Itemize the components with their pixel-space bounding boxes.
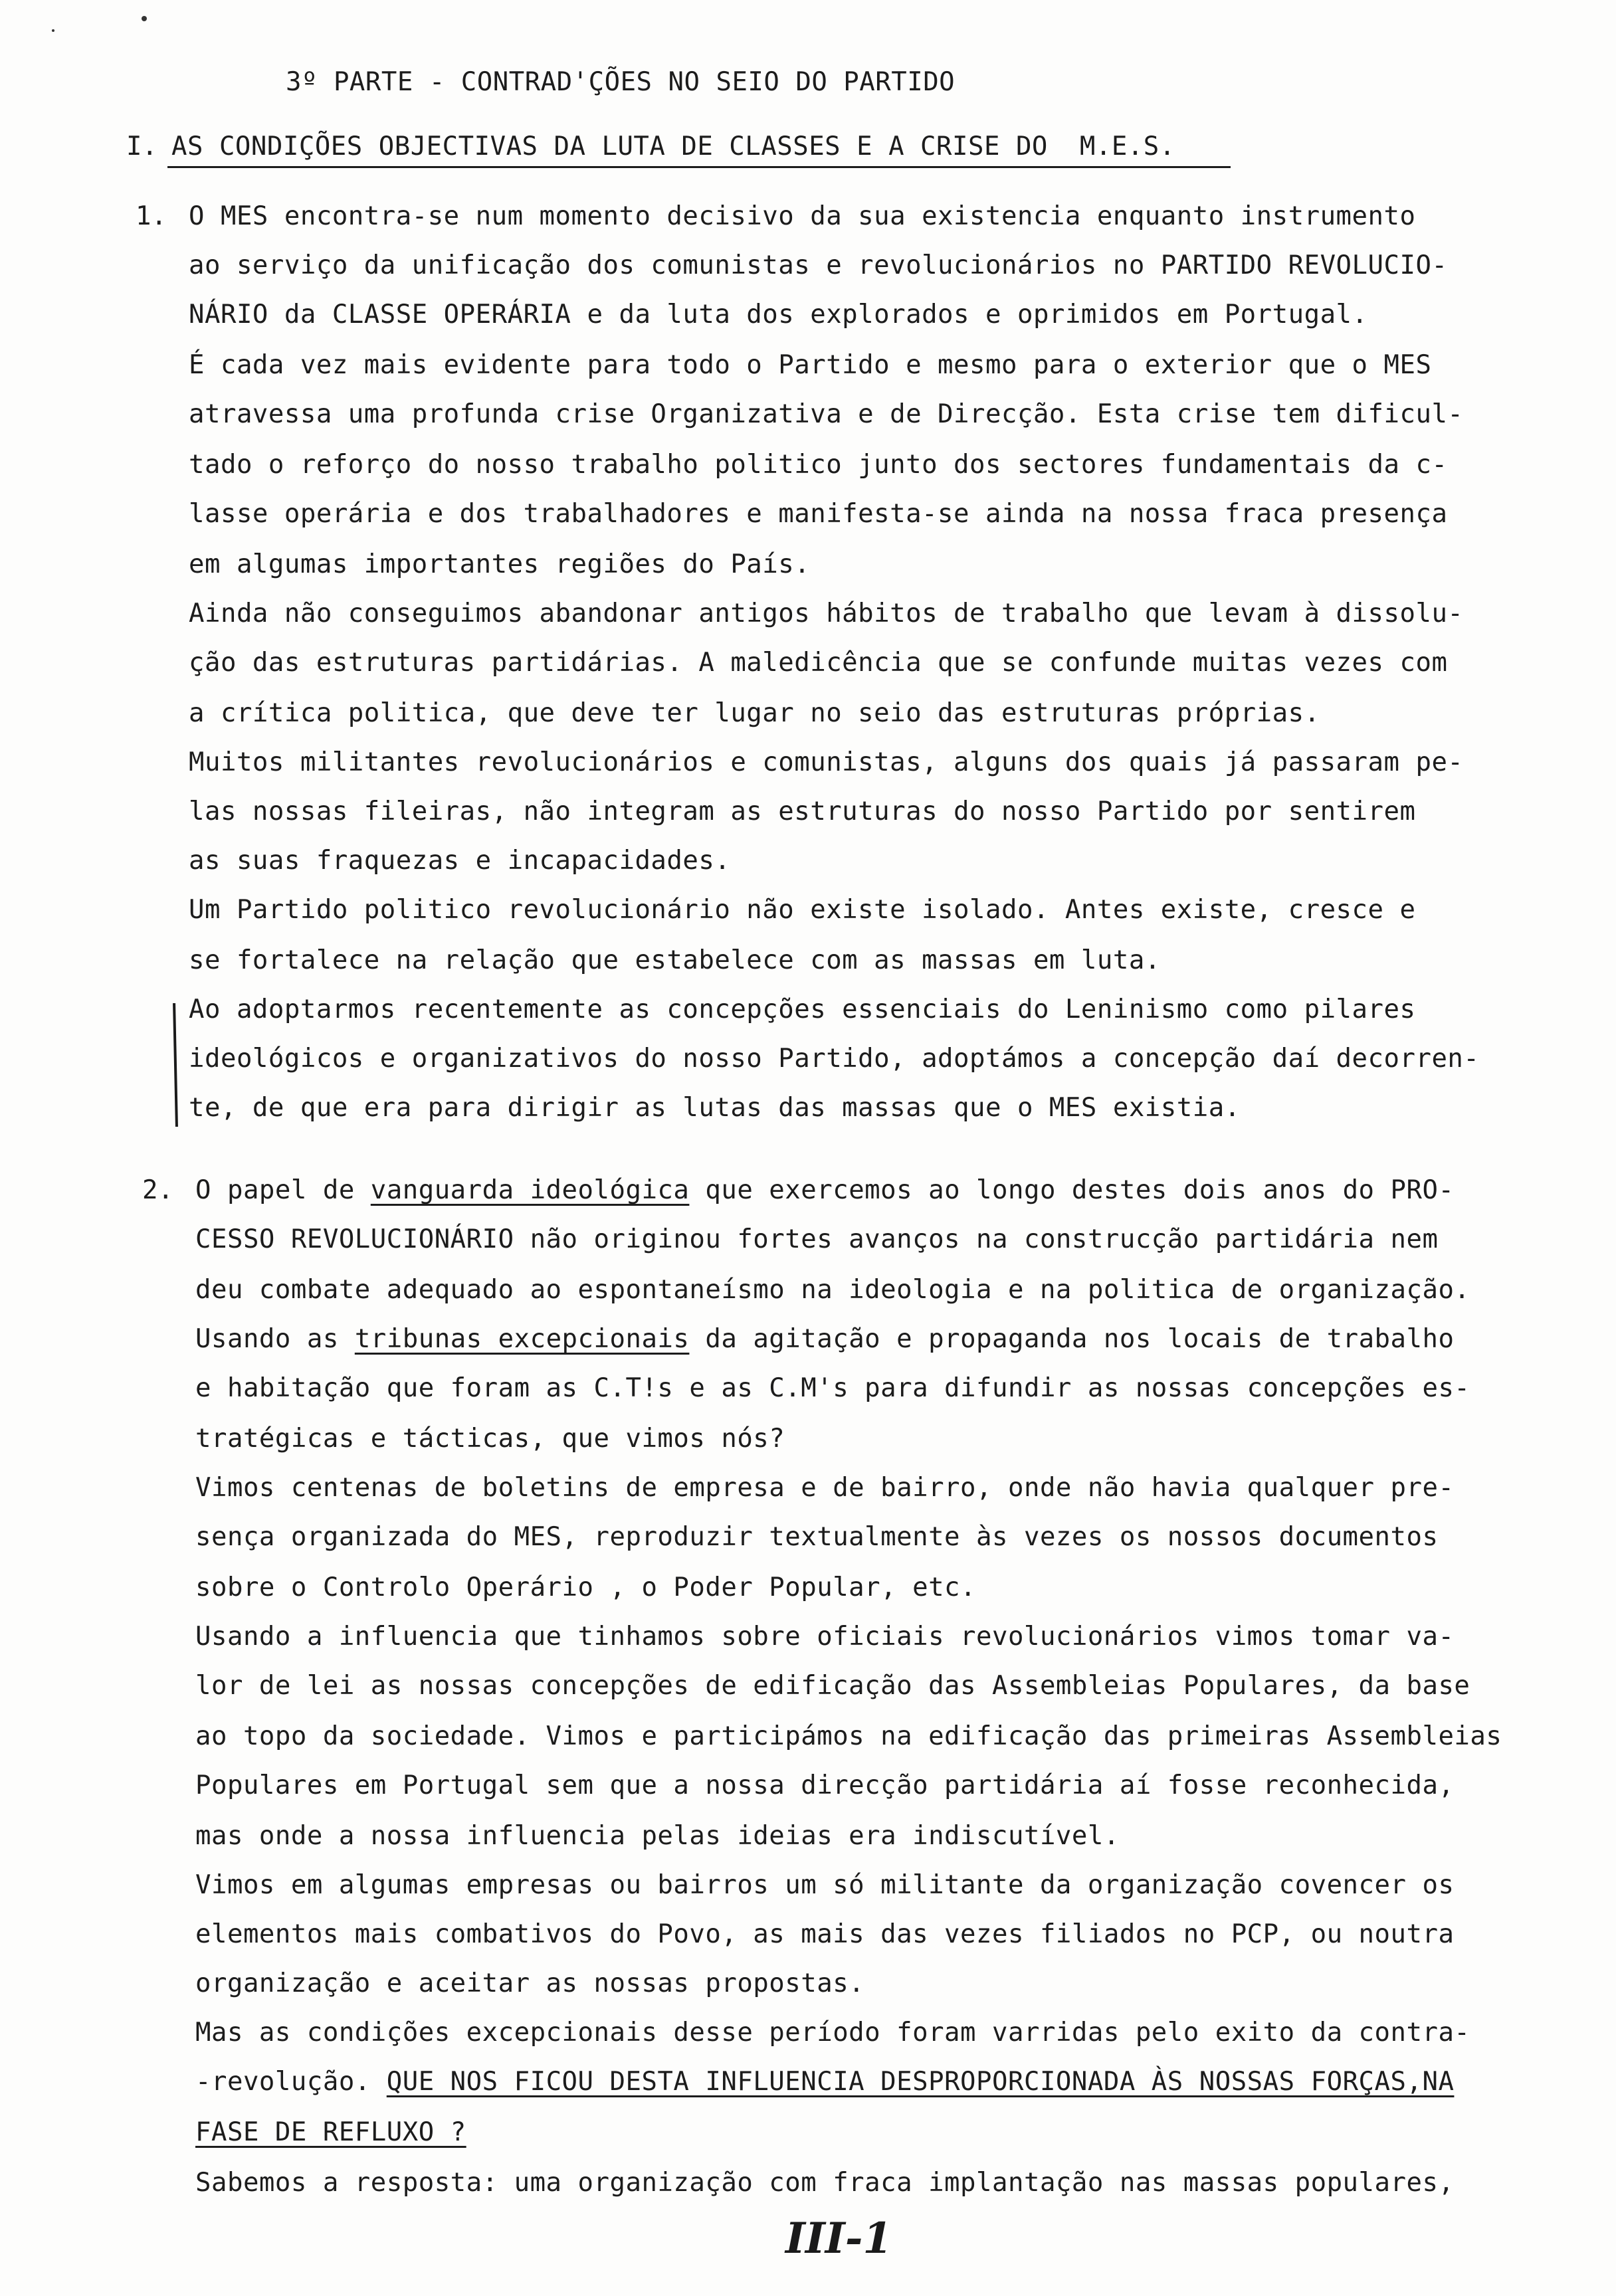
part-title: 3º PARTE - CONTRAD'ÇÕES NO SEIO DO PARTIDO <box>286 67 956 97</box>
paragraph-number: 2. <box>142 1175 173 1205</box>
paragraph-line: É cada vez mais evidente para todo o Partido e mesmo para o exterior que o MES <box>189 350 1432 380</box>
paragraph-line: Muitos militantes revolucionários e comunistas, alguns dos quais já passaram pe- <box>189 747 1464 777</box>
underlined-phrase: tribunas excepcionais <box>354 1324 690 1354</box>
paragraph-line <box>195 2117 466 2149</box>
paragraph-line: ção das estruturas partidárias. A maledicência que se confunde muitas vezes com <box>189 648 1448 678</box>
text-run: Usando as <box>195 1324 355 1354</box>
underlined-phrase: FASE DE REFLUXO ? <box>195 2117 466 2147</box>
paragraph-line <box>195 2066 1454 2098</box>
paragraph-line: se fortalece na relação que estabelece com as massas em luta. <box>189 945 1161 975</box>
paragraph-line: las nossas fileiras, não integram as estruturas do nosso Partido por sentirem <box>189 797 1416 826</box>
paragraph-line: Ainda não conseguimos abandonar antigos hábitos de trabalho que levam à dissolu- <box>189 599 1464 628</box>
text-run: -revolução. <box>195 2067 387 2097</box>
paragraph-line: tado o reforço do nosso trabalho politico junto dos sectores fundamentais da c- <box>189 450 1448 480</box>
underlined-phrase: QUE NOS FICOU DESTA INFLUENCIA DESPROPORCIONADA ÀS NOSSAS FORÇAS,NA <box>386 2067 1455 2097</box>
paragraph-number: 1. <box>136 201 167 231</box>
page-number: III-1 <box>785 2214 892 2263</box>
paragraph-line: ao serviço da unificação dos comunistas e revolucionários no PARTIDO REVOLUCIO- <box>189 250 1448 280</box>
paragraph-line: Um Partido politico revolucionário não existe isolado. Antes existe, cresce e <box>189 895 1416 925</box>
paragraph-line: tratégicas e tácticas, que vimos nós? <box>195 1424 785 1454</box>
text-run: O papel de <box>195 1175 371 1205</box>
paragraph-line: lor de lei as nossas concepções de edificação das Assembleias Populares, da base <box>195 1671 1470 1701</box>
paragraph-line: Vimos centenas de boletins de empresa e de bairro, onde não havia qualquer pre- <box>195 1473 1455 1503</box>
paragraph-line: as suas fraquezas e incapacidades. <box>189 846 731 876</box>
paragraph-line: ideológicos e organizativos do nosso Partido, adoptámos a concepção daí decorren- <box>189 1044 1480 1074</box>
paragraph-line: a crítica politica, que deve ter lugar no seio das estruturas próprias. <box>189 698 1320 728</box>
paragraph-line <box>195 1323 1454 1355</box>
paragraph-line: sença organizada do MES, reproduzir textualmente às vezes os nossos documentos <box>195 1522 1439 1552</box>
text-run: que exercemos ao longo destes dois anos do PRO- <box>689 1175 1455 1205</box>
paragraph-line: organização e aceitar as nossas propostas. <box>195 1968 865 1998</box>
margin-mark <box>173 1003 178 1127</box>
paragraph-line: ao topo da sociedade. Vimos e participámos na edificação das primeiras Assembleias <box>195 1721 1502 1751</box>
paragraph-line: em algumas importantes regiões do País. <box>189 549 811 579</box>
paragraph-line: atravessa uma profunda crise Organizativa e de Direcção. Esta crise tem dificul- <box>189 399 1464 429</box>
section-title-underline <box>167 166 1231 168</box>
paragraph-line: mas onde a nossa influencia pelas ideias era indiscutível. <box>195 1821 1120 1851</box>
paragraph-line: Vimos em algumas empresas ou bairros um só militante da organização covencer os <box>195 1870 1455 1900</box>
scan-speck <box>142 16 147 21</box>
paragraph-line: Ao adoptarmos recentemente as concepções essenciais do Leninismo como pilares <box>189 995 1416 1024</box>
underlined-phrase: vanguarda ideológica <box>370 1175 690 1205</box>
paragraph-line: Usando a influencia que tinhamos sobre oficiais revolucionários vimos tomar va- <box>195 1622 1455 1652</box>
scan-speck <box>52 29 54 32</box>
text-run: da agitação e propaganda nos locais de trabalho <box>689 1324 1455 1354</box>
paragraph-line: Mas as condições excepcionais desse período foram varridas pelo exito da contra- <box>195 2018 1470 2048</box>
paragraph-line: Populares em Portugal sem que a nossa direcção partidária aí fosse reconhecida, <box>195 1770 1455 1800</box>
section-number: I. <box>126 132 157 161</box>
paragraph-line: e habitação que foram as C.T!s e as C.M's para difundir as nossas concepções es- <box>195 1373 1470 1403</box>
paragraph-line: sobre o Controlo Operário , o Poder Popular, etc. <box>195 1573 977 1602</box>
section-title: AS CONDIÇÕES OBJECTIVAS DA LUTA DE CLASSES E A CRISE DO M.E.S. <box>171 132 1175 161</box>
paragraph-line: elementos mais combativos do Povo, as mais das vezes filiados no PCP, ou noutra <box>195 1919 1455 1949</box>
paragraph-line: lasse operária e dos trabalhadores e manifesta-se ainda na nossa fraca presença <box>189 499 1448 529</box>
paragraph-line: te, de que era para dirigir as lutas das massas que o MES existia. <box>189 1093 1241 1123</box>
paragraph-line: deu combate adequado ao espontaneísmo na ideologia e na politica de organização. <box>195 1275 1470 1305</box>
paragraph-line: Sabemos a resposta: uma organização com fraca implantação nas massas populares, <box>195 2168 1455 2198</box>
paragraph-line: NÁRIO da CLASSE OPERÁRIA e da luta dos explorados e oprimidos em Portugal. <box>189 300 1368 330</box>
paragraph-line: CESSO REVOLUCIONÁRIO não originou fortes avanços na construcção partidária nem <box>195 1224 1439 1254</box>
paragraph-line: O MES encontra-se num momento decisivo da sua existencia enquanto instrumento <box>189 201 1416 231</box>
paragraph-line <box>195 1175 1454 1206</box>
